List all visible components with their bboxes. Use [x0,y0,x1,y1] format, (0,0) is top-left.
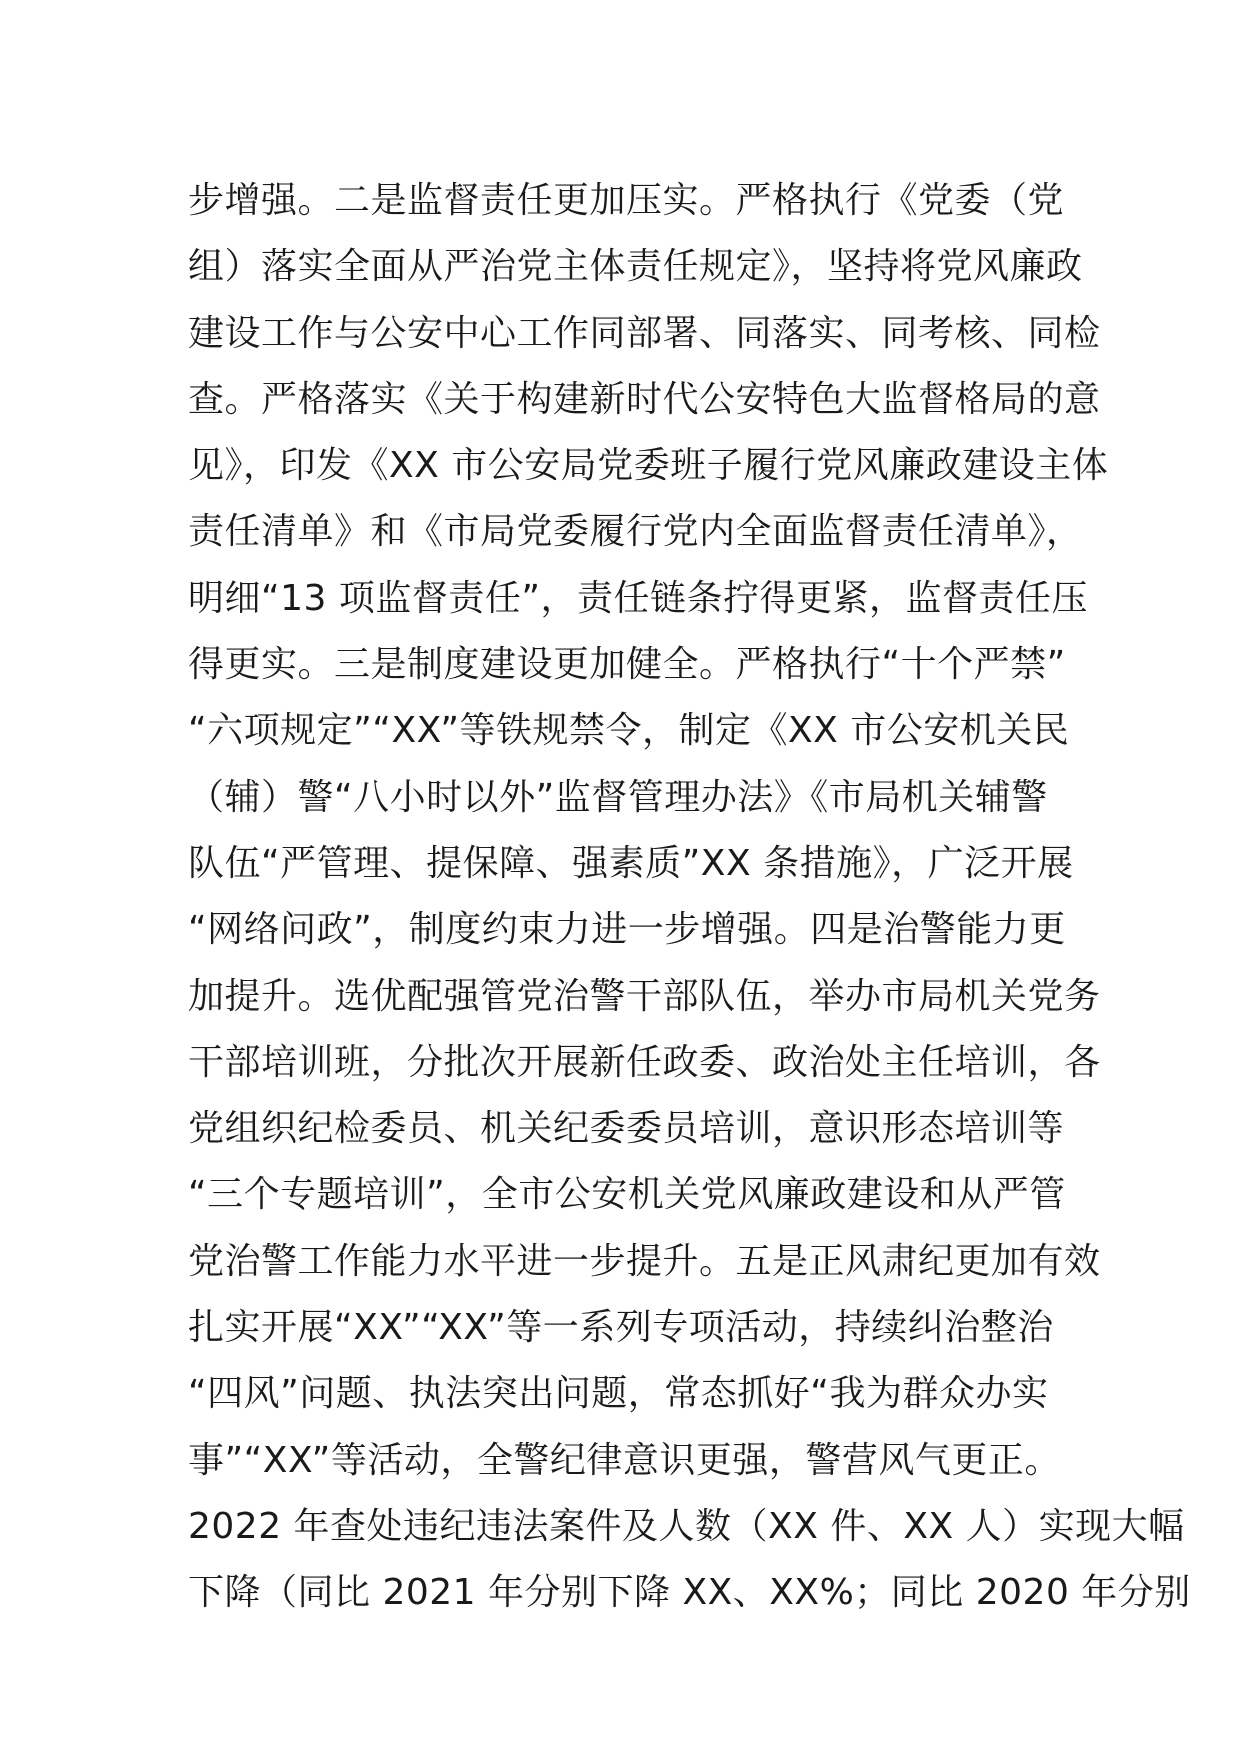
text-line: 见》，印发《XX 市公安局党委班子履行党风廉政建设主体 [188,445,1109,487]
text-line: “四风”问题、执法突出问题，常态抓好“我为群众办实 [188,1373,1049,1415]
text-line: 查。严格落实《关于构建新时代公安特色大监督格局的意 [188,378,1101,420]
body-paragraph [188,168,1191,1627]
text-line: 2022 年查处违纪违法案件及人数（XX 件、XX 人）实现大幅 [188,1505,1185,1547]
text-line: 得更实。三是制度建设更加健全。严格执行“十个严禁” [188,644,1066,686]
text-line: 党治警工作能力水平进一步提升。五是正风肃纪更加有效 [188,1240,1101,1282]
text-line: 建设工作与公安中心工作同部署、同落实、同考核、同检 [188,312,1101,354]
text-line: “网络问政”，制度约束力进一步增强。四是治警能力更 [188,909,1066,951]
text-line: 队伍“严管理、提保障、强素质”XX 条措施》，广泛开展 [188,842,1074,884]
text-line: “三个专题培训”，全市公安机关党风廉政建设和从严管 [188,1174,1066,1216]
text-line: 事”“XX”等活动，全警纪律意识更强，警营风气更正。 [188,1439,1061,1481]
text-line: 加提升。选优配强管党治警干部队伍，举办市局机关党务 [188,975,1101,1017]
text-line: “六项规定”“XX”等铁规禁令，制定《XX 市公安机关民 [188,710,1070,752]
text-line: 责任清单》和《市局党委履行党内全面监督责任清单》， [188,511,1083,553]
text-line: 步增强。二是监督责任更加压实。严格执行《党委（党 [188,180,1065,221]
text-line: 扎实开展“XX”“XX”等一系列专项活动，持续纠治整治 [188,1307,1054,1349]
text-line: 组）落实全面从严治党主体责任规定》，坚持将党风廉政 [188,246,1083,288]
text-line: 党组织纪检委员、机关纪委委员培训，意识形态培训等 [188,1108,1065,1150]
text-line: 下降（同比 2021 年分别下降 XX、XX%；同比 2020 年分别 [188,1572,1191,1614]
text-line: （辅）警“八小时以外”监督管理办法》《市局机关辅警 [188,776,1048,818]
text-line: 干部培训班，分批次开展新任政委、政治处主任培训，各 [188,1041,1101,1083]
text-line: 明细“13 项监督责任”，责任链条拧得更紧，监督责任压 [188,577,1089,619]
